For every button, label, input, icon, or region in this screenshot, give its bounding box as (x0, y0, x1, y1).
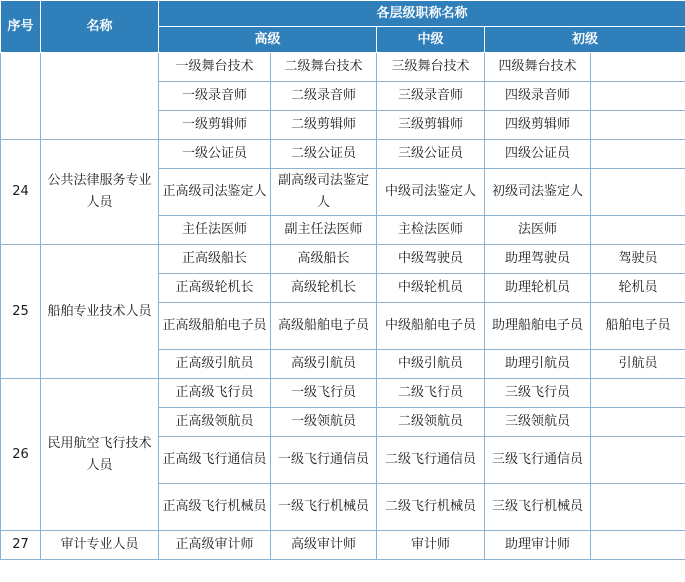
title-cell: 一级飞行机械员 (271, 484, 377, 531)
title-cell (591, 82, 685, 111)
header-intermediate: 中级 (377, 27, 485, 53)
title-cell: 主任法医师 (159, 216, 271, 245)
title-cell: 二级录音师 (271, 82, 377, 111)
title-cell: 助理审计师 (485, 531, 591, 560)
title-cell: 正高级领航员 (159, 408, 271, 437)
title-cell: 正高级司法鉴定人 (159, 169, 271, 216)
header-levels: 各层级职称名称 (159, 1, 685, 27)
header-senior: 高级 (159, 27, 377, 53)
title-cell: 审计师 (377, 531, 485, 560)
title-cell: 法医师 (485, 216, 591, 245)
title-cell: 三级舞台技术 (377, 53, 485, 82)
title-cell: 高级船长 (271, 245, 377, 274)
title-cell: 四级舞台技术 (485, 53, 591, 82)
title-cell: 三级录音师 (377, 82, 485, 111)
title-cell (591, 216, 685, 245)
title-cell: 初级司法鉴定人 (485, 169, 591, 216)
title-cell: 正高级轮机长 (159, 274, 271, 303)
title-cell: 三级领航员 (485, 408, 591, 437)
title-cell: 正高级审计师 (159, 531, 271, 560)
title-cell: 一级舞台技术 (159, 53, 271, 82)
title-cell: 助理轮机员 (485, 274, 591, 303)
table-header (1, 1, 685, 53)
title-cell: 四级剪辑师 (485, 111, 591, 140)
title-cell: 三级公证员 (377, 140, 485, 169)
title-cell: 中级引航员 (377, 350, 485, 379)
title-cell: 一级领航员 (271, 408, 377, 437)
title-cell: 四级公证员 (485, 140, 591, 169)
title-cell: 正高级飞行员 (159, 379, 271, 408)
category-name-cell: 民用航空飞行技术人员 (41, 379, 159, 531)
title-cell: 中级驾驶员 (377, 245, 485, 274)
seq-cell (1, 53, 41, 140)
table-row (1, 140, 685, 169)
title-cell: 三级飞行机械员 (485, 484, 591, 531)
title-cell: 三级飞行员 (485, 379, 591, 408)
title-cell: 助理船舶电子员 (485, 303, 591, 350)
seq-cell: 27 (1, 531, 41, 560)
title-cell: 助理引航员 (485, 350, 591, 379)
header-seq: 序号 (1, 1, 41, 53)
table-row (1, 245, 685, 274)
category-name-cell: 审计专业人员 (41, 531, 159, 560)
title-cell (591, 111, 685, 140)
title-cell: 中级司法鉴定人 (377, 169, 485, 216)
title-cell (591, 484, 685, 531)
title-cell (591, 169, 685, 216)
header-name: 名称 (41, 1, 159, 53)
seq-cell: 26 (1, 379, 41, 531)
title-cell: 正高级引航员 (159, 350, 271, 379)
category-name-cell: 船舶专业技术人员 (41, 245, 159, 379)
category-name-cell: 公共法律服务专业人员 (41, 140, 159, 245)
title-cell (591, 140, 685, 169)
title-cell: 副高级司法鉴定人 (271, 169, 377, 216)
seq-cell: 25 (1, 245, 41, 379)
title-cell (591, 53, 685, 82)
title-cell: 一级飞行员 (271, 379, 377, 408)
title-cell: 高级船舶电子员 (271, 303, 377, 350)
title-cell: 一级剪辑师 (159, 111, 271, 140)
title-cell: 二级剪辑师 (271, 111, 377, 140)
title-cell: 二级领航员 (377, 408, 485, 437)
title-cell: 正高级船舶电子员 (159, 303, 271, 350)
title-cell: 高级轮机长 (271, 274, 377, 303)
title-cell (591, 531, 685, 560)
header-junior: 初级 (485, 27, 685, 53)
table-row (1, 53, 685, 82)
title-cell: 轮机员 (591, 274, 685, 303)
title-cell: 主检法医师 (377, 216, 485, 245)
title-cell (591, 408, 685, 437)
table-row (1, 379, 685, 408)
title-cell: 四级录音师 (485, 82, 591, 111)
title-cell: 正高级飞行机械员 (159, 484, 271, 531)
table-row (1, 531, 685, 560)
title-cell: 一级飞行通信员 (271, 437, 377, 484)
table-body (1, 53, 685, 560)
title-cell: 一级录音师 (159, 82, 271, 111)
title-cell: 二级飞行通信员 (377, 437, 485, 484)
title-cell: 二级公证员 (271, 140, 377, 169)
title-cell: 助理驾驶员 (485, 245, 591, 274)
title-cell: 中级船舶电子员 (377, 303, 485, 350)
title-cell: 正高级船长 (159, 245, 271, 274)
seq-cell: 24 (1, 140, 41, 245)
title-cell: 二级飞行员 (377, 379, 485, 408)
category-name-cell (41, 53, 159, 140)
title-cell: 副主任法医师 (271, 216, 377, 245)
title-cell (591, 379, 685, 408)
title-cell: 高级审计师 (271, 531, 377, 560)
title-cell: 引航员 (591, 350, 685, 379)
title-cell: 三级飞行通信员 (485, 437, 591, 484)
title-cell (591, 437, 685, 484)
title-cell: 二级飞行机械员 (377, 484, 485, 531)
title-cell: 中级轮机员 (377, 274, 485, 303)
title-cell: 船舶电子员 (591, 303, 685, 350)
title-cell: 三级剪辑师 (377, 111, 485, 140)
title-cell: 二级舞台技术 (271, 53, 377, 82)
title-cell: 正高级飞行通信员 (159, 437, 271, 484)
title-cell: 一级公证员 (159, 140, 271, 169)
title-cell: 高级引航员 (271, 350, 377, 379)
title-cell: 驾驶员 (591, 245, 685, 274)
